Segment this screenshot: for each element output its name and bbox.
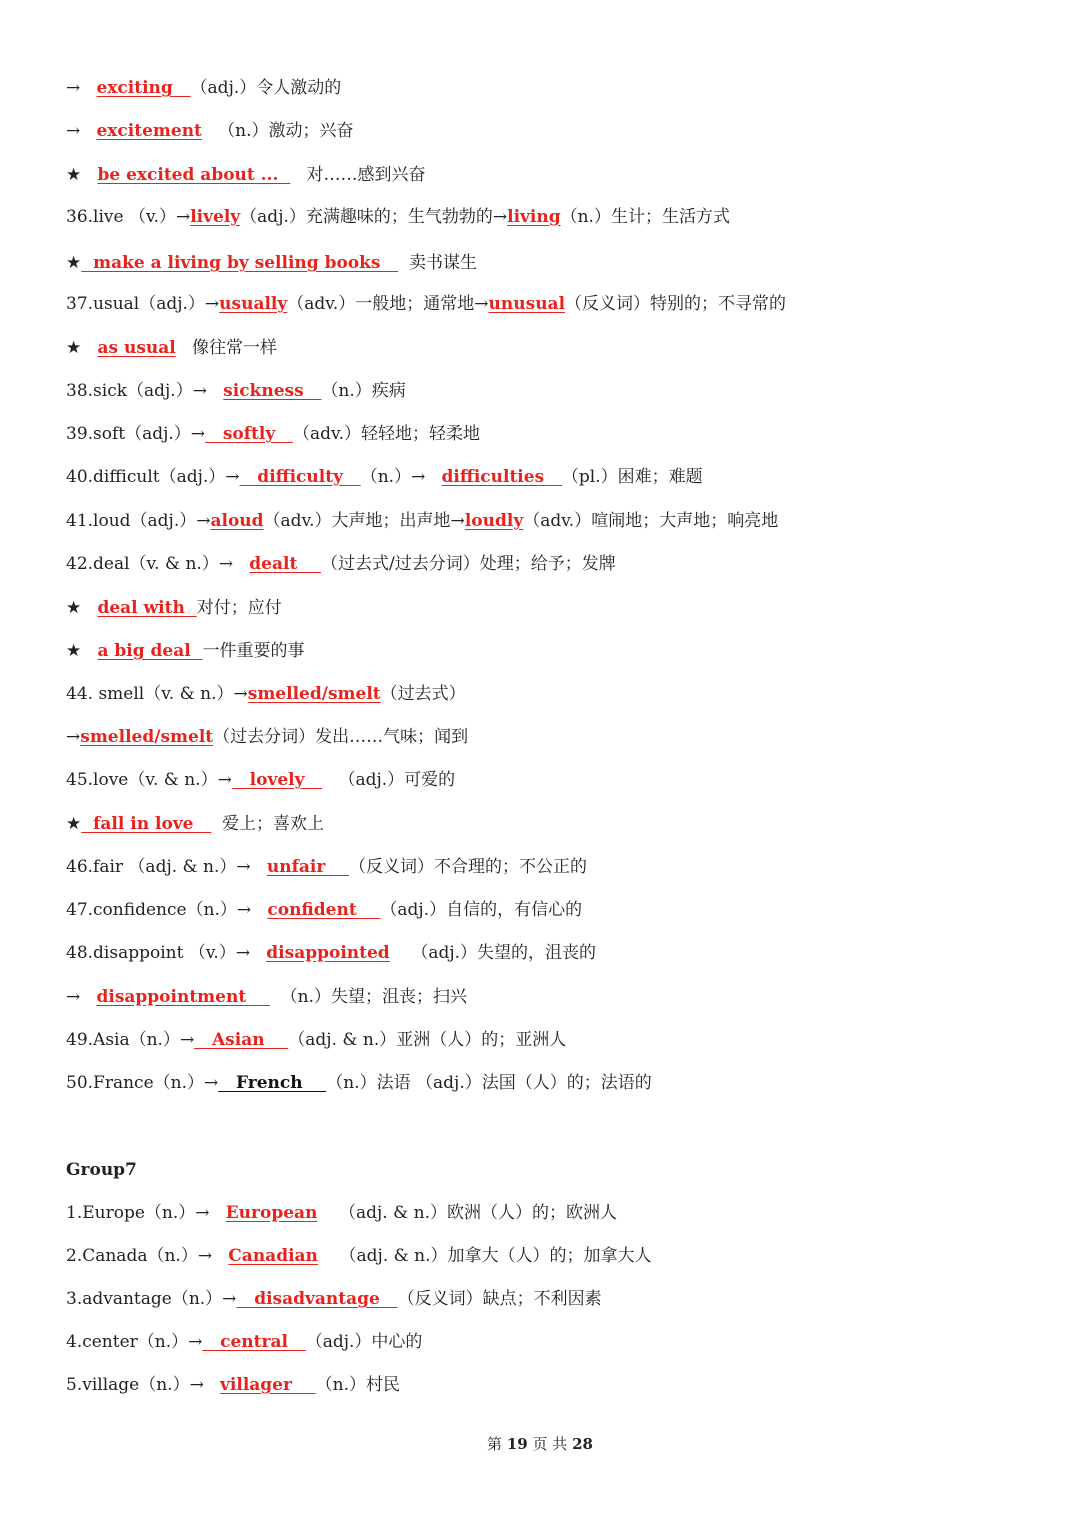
vocab-line (66, 549, 616, 579)
vocab-line (66, 419, 480, 449)
vocab-line (66, 376, 406, 406)
vocab-line (66, 462, 703, 492)
vocab-line (66, 202, 730, 232)
line-text: 39.soft（adj.）→ (66, 424, 206, 444)
vocab-line (66, 679, 466, 709)
line-text: 1.Europe（n.）→ (66, 1203, 226, 1223)
answer-word: living (507, 207, 561, 227)
answer-word: deal with (97, 598, 197, 618)
vocab-line (66, 116, 354, 146)
line-text: 48.disappoint （v.）→ (66, 943, 267, 963)
line-text: （n.）疾病 (321, 381, 406, 401)
answer-word: exciting (96, 78, 191, 98)
vocab-line (66, 1370, 400, 1400)
line-text: （pl.）困难；难题 (561, 467, 703, 487)
vocab-line (66, 73, 341, 103)
line-text: 像往常一样 (175, 338, 277, 358)
vocab-line (66, 248, 477, 278)
answer-word: excitement (96, 121, 202, 141)
line-text: 对付；应付 (196, 598, 282, 618)
line-text: ★ (66, 165, 98, 185)
line-text: ★ (66, 338, 98, 358)
answer-word: difficulty (239, 467, 361, 487)
footer-prefix: 第 (487, 1435, 503, 1453)
line-text: （反义词）缺点；不利因素 (397, 1289, 602, 1309)
line-text: → (66, 987, 97, 1007)
line-text: 4.center（n.）→ (66, 1332, 203, 1352)
line-text: （adj.）令人激动的 (190, 78, 342, 98)
footer-mid: 页 共 (532, 1435, 568, 1453)
line-text: 50.France（n.）→ (66, 1073, 219, 1093)
answer-word: softly (205, 424, 293, 444)
vocab-line (66, 333, 277, 363)
line-text: （n.）村民 (315, 1375, 400, 1395)
vocab-line (66, 722, 468, 752)
answer-word: disappointment (96, 987, 270, 1007)
answer-word: Asian (194, 1030, 289, 1050)
line-text: 36.live （v.）→ (66, 207, 191, 227)
line-text: 41.loud（adj.）→ (66, 511, 211, 531)
answer-word: smelled/smelt (80, 727, 214, 747)
line-text: （adj. & n.）亚洲（人）的；亚洲人 (288, 1030, 567, 1050)
vocab-line (66, 1327, 422, 1357)
answer-word: a big deal (97, 641, 203, 661)
vocab-line (66, 1241, 652, 1271)
answer-word: disappointed (266, 943, 390, 963)
answer-word: lively (190, 207, 241, 227)
line-text: 卖书谋生 (398, 253, 478, 273)
vocab-line (66, 593, 282, 623)
footer-page-number: 19 (506, 1435, 528, 1453)
vocab-line (66, 938, 596, 968)
line-text: 对……感到兴奋 (290, 165, 426, 185)
vocab-line (66, 636, 305, 666)
vocab-line (66, 506, 778, 536)
line-text: （n.）激动；兴奋 (201, 121, 354, 141)
vocab-line (66, 809, 324, 839)
line-text: （反义词）特别的；不寻常的 (565, 294, 787, 314)
vocab-line (66, 289, 786, 319)
line-text: 37.usual（adj.）→ (66, 294, 220, 314)
page-footer (0, 1430, 1080, 1458)
answer-word: be excited about ... (97, 165, 291, 185)
answer-word: make a living by selling books (81, 253, 399, 273)
line-text: → (66, 121, 97, 141)
vocab-line (66, 765, 455, 795)
line-text: 40.difficult（adj.）→ (66, 467, 240, 487)
line-text: （n.）失望；沮丧；扫兴 (269, 987, 468, 1007)
answer-word: French (218, 1073, 327, 1093)
line-text: → (66, 727, 81, 747)
answer-word: difficulties (441, 467, 562, 487)
answer-word: smelled/smelt (247, 684, 381, 704)
line-text: 爱上；喜欢上 (211, 814, 325, 834)
vocab-line (66, 895, 582, 925)
vocab-line (66, 1025, 566, 1055)
answer-word: usually (219, 294, 288, 314)
answer-word: European (225, 1203, 318, 1223)
line-text: （n.）生计；生活方式 (560, 207, 730, 227)
line-text: （adj.）失望的，沮丧的 (389, 943, 597, 963)
answer-word: loudly (464, 511, 524, 531)
line-text: （过去式） (380, 684, 466, 704)
line-text: 49.Asia（n.）→ (66, 1030, 195, 1050)
answer-word: villager (220, 1375, 316, 1395)
line-text: （n.）→ (360, 467, 442, 487)
answer-word: disadvantage (236, 1289, 398, 1309)
line-text: 45.love（v. & n.）→ (66, 770, 232, 790)
line-text: （adv.）一般地；通常地→ (287, 294, 489, 314)
line-text: （过去式/过去分词）处理；给予；发牌 (321, 554, 616, 574)
line-text: （adj.）可爱的 (322, 770, 456, 790)
answer-word: aloud (210, 511, 264, 531)
vocab-line (66, 1284, 602, 1314)
line-text: 一件重要的事 (202, 641, 305, 661)
vocab-line (66, 1198, 617, 1228)
group-heading: Group7 (66, 1160, 137, 1180)
line-text: （adj. & n.）欧洲（人）的；欧洲人 (317, 1203, 618, 1223)
line-text: → (66, 78, 97, 98)
line-text: （adv.）喧闹地；大声地；响亮地 (523, 511, 779, 531)
answer-word: confident (267, 900, 381, 920)
line-text: 2.Canada（n.）→ (66, 1246, 229, 1266)
line-text: 44. smell（v. & n.）→ (66, 684, 248, 704)
line-text: 5.village（n.）→ (66, 1375, 221, 1395)
vocab-line (66, 852, 587, 882)
answer-word: sickness (223, 381, 322, 401)
line-text: ★ (66, 641, 98, 661)
line-text: （n.）法语 （adj.）法国（人）的；法语的 (326, 1073, 652, 1093)
vocab-line (66, 982, 467, 1012)
line-text: ★ (66, 598, 98, 618)
line-text: ★ (66, 253, 82, 273)
line-text: （adj.）充满趣味的；生气勃勃的→ (240, 207, 508, 227)
line-text: 3.advantage（n.）→ (66, 1289, 237, 1309)
answer-word: unfair (266, 857, 350, 877)
footer-total-pages: 28 (572, 1435, 593, 1453)
line-text: 42.deal（v. & n.）→ (66, 554, 250, 574)
vocab-line (66, 1068, 652, 1098)
answer-word: dealt (249, 554, 321, 574)
line-text: （adv.）轻轻地；轻柔地 (292, 424, 480, 444)
answer-word: Canadian (228, 1246, 318, 1266)
line-text: （adj. & n.）加拿大（人）的；加拿大人 (317, 1246, 652, 1266)
answer-word: fall in love (81, 814, 212, 834)
line-text: （adj.）自信的，有信心的 (380, 900, 583, 920)
line-text: 47.confidence（n.）→ (66, 900, 268, 920)
vocab-line (66, 160, 426, 190)
line-text: 46.fair （adj. & n.）→ (66, 857, 267, 877)
line-text: ★ (66, 814, 82, 834)
line-text: （反义词）不合理的；不公正的 (349, 857, 588, 877)
answer-word: lovely (231, 770, 323, 790)
line-text: （adv.）大声地；出声地→ (263, 511, 465, 531)
answer-word: central (202, 1332, 306, 1352)
answer-word: unusual (488, 294, 566, 314)
line-text: （过去分词）发出……气味；闻到 (213, 727, 469, 747)
line-text: （adj.）中心的 (305, 1332, 423, 1352)
answer-word: as usual (97, 338, 176, 358)
line-text: 38.sick（adj.）→ (66, 381, 224, 401)
